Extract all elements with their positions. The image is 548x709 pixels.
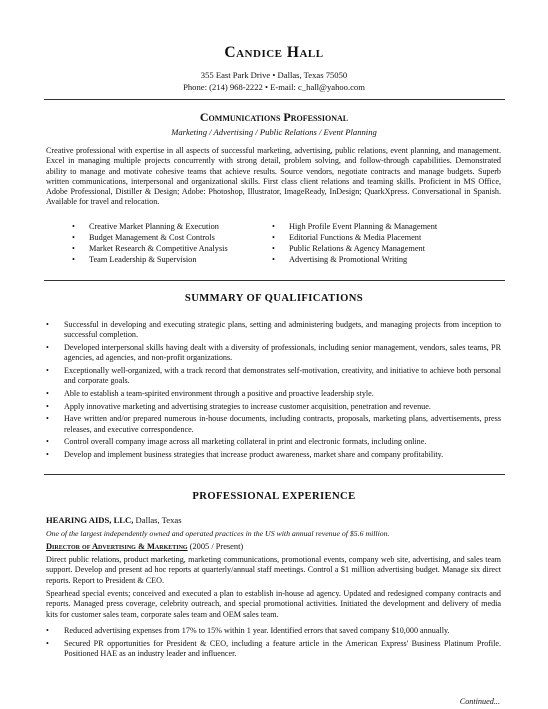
qualification-item: • Successful in developing and executing strategic plans, setting and administering budgets, and managing projects from inception to successful completion.: [46, 320, 501, 341]
role-description: Direct public relations, product marketing, marketing communications, promotional events, company web site, advertising, and sales team support. Develop and present ad hoc reports at quarterly/annual staff meetings. Control a $1 million advertising budget. Manage six direct reports. Report to President & CEO.: [46, 555, 501, 585]
role-dates: (2005 / Present): [189, 542, 244, 551]
skills-left-column: [72, 221, 228, 265]
profile-title: Communications Professional: [199, 110, 349, 124]
qualifications-list: [46, 320, 501, 463]
skill-item: • Creative Market Planning & Execution: [72, 221, 228, 232]
skill-item: • Team Leadership & Supervision: [72, 254, 228, 265]
section-divider: [44, 280, 505, 281]
company-location: Dallas, Texas: [135, 515, 182, 525]
qualifications-heading: SUMMARY OF QUALIFICATIONS: [184, 293, 364, 304]
profile-summary: Creative professional with expertise in all aspects of successful marketing, advertising, public relations, event planning, and management. Excel in managing multiple projects concurrently with strong detail, problem solving, and follow-through capabilities. Demonstrated ability to manage and motivate cohesive teams that achieve results. Source vendors, negotiate contracts and manage budgets. Superb written communications, interpersonal and organizational skills. First class client relations and teaming skills. Proficient in MS Office, Adobe Professional, Distiller & Design; Adobe: Photoshop, Illustrator, ImageReady, InDesign; QuarkXpress. Conversational in Spanish. Available for travel and relocation.: [46, 146, 501, 207]
experience-bullet: • Secured PR opportunities for President & CEO, including a feature article in the American Express' Business Platinum Profile. Positioned HAE as an industry leader and influencer.: [46, 639, 501, 660]
role-line: [46, 542, 243, 551]
employer-line: [46, 515, 182, 525]
profile-tagline: Marketing / Advertising / Public Relations / Event Planning: [171, 127, 377, 137]
company-description: One of the largest independently owned and operated practices in the US with annual revenue of $5.6 million.: [46, 529, 390, 538]
qualification-item: • Have written and/or prepared numerous in-house documents, including contracts, proposals, marketing plans, advertisements, press releases, and executive correspondence.: [46, 414, 501, 435]
skill-item: • Editorial Functions & Media Placement: [272, 232, 437, 243]
experience-bullet: • Reduced advertising expenses from 17% to 15% within 1 year. Identified errors that saved company $10,000 annually.: [46, 626, 501, 636]
qualification-item: • Develop and implement business strategies that increase product awareness, market share and company profitability.: [46, 450, 501, 460]
skill-item: • Advertising & Promotional Writing: [272, 254, 437, 265]
skills-right-column: [272, 221, 437, 265]
role-title: Director of Advertising & Marketing: [46, 542, 188, 551]
continued-note: Continued...: [459, 697, 500, 706]
contact-line: Phone: (214) 968-2222 • E-mail: c_hall@yahoo.com: [183, 82, 365, 92]
skill-item: • High Profile Event Planning & Management: [272, 221, 437, 232]
role-achievements: Spearhead special events; conceived and executed a plan to establish in-house ad agency. Updated and redesigned company contracts and reports. Managed press coverage, celebrity outreach, and special promotional activities. Initiated the development and delivery of media kits for customer sales team, corporate sales team and OEM sales team.: [46, 589, 501, 619]
company-name: HEARING AIDS, LLC,: [46, 515, 134, 525]
skill-item: • Market Research & Competitive Analysis: [72, 243, 228, 254]
address-line: 355 East Park Drive • Dallas, Texas 75050: [200, 70, 348, 80]
section-divider: [44, 474, 505, 475]
qualification-item: • Apply innovative marketing and advertising strategies to increase customer acquisition, penetration and revenue.: [46, 402, 501, 412]
skill-item: • Budget Management & Cost Controls: [72, 232, 228, 243]
qualification-item: • Control overall company image across all marketing collateral in print and electronic formats, including online.: [46, 437, 501, 447]
qualification-item: • Developed interpersonal skills having dealt with a diversity of professionals, including senior management, vendors, sales teams, PR agencies, ad agencies, and non-profit organizations.: [46, 343, 501, 364]
candidate-name: Candice Hall: [224, 44, 324, 61]
qualification-item: • Exceptionally well-organized, with a track record that demonstrates self-motivation, creativity, and initiative to achieve both personal and corporate goals.: [46, 366, 501, 387]
qualification-item: • Able to establish a team-spirited environment through a positive and proactive leadership style.: [46, 389, 501, 399]
experience-bullets: [46, 626, 501, 662]
skill-item: • Public Relations & Agency Management: [272, 243, 437, 254]
header-divider: [44, 99, 505, 100]
experience-heading: PROFESSIONAL EXPERIENCE: [192, 491, 356, 502]
